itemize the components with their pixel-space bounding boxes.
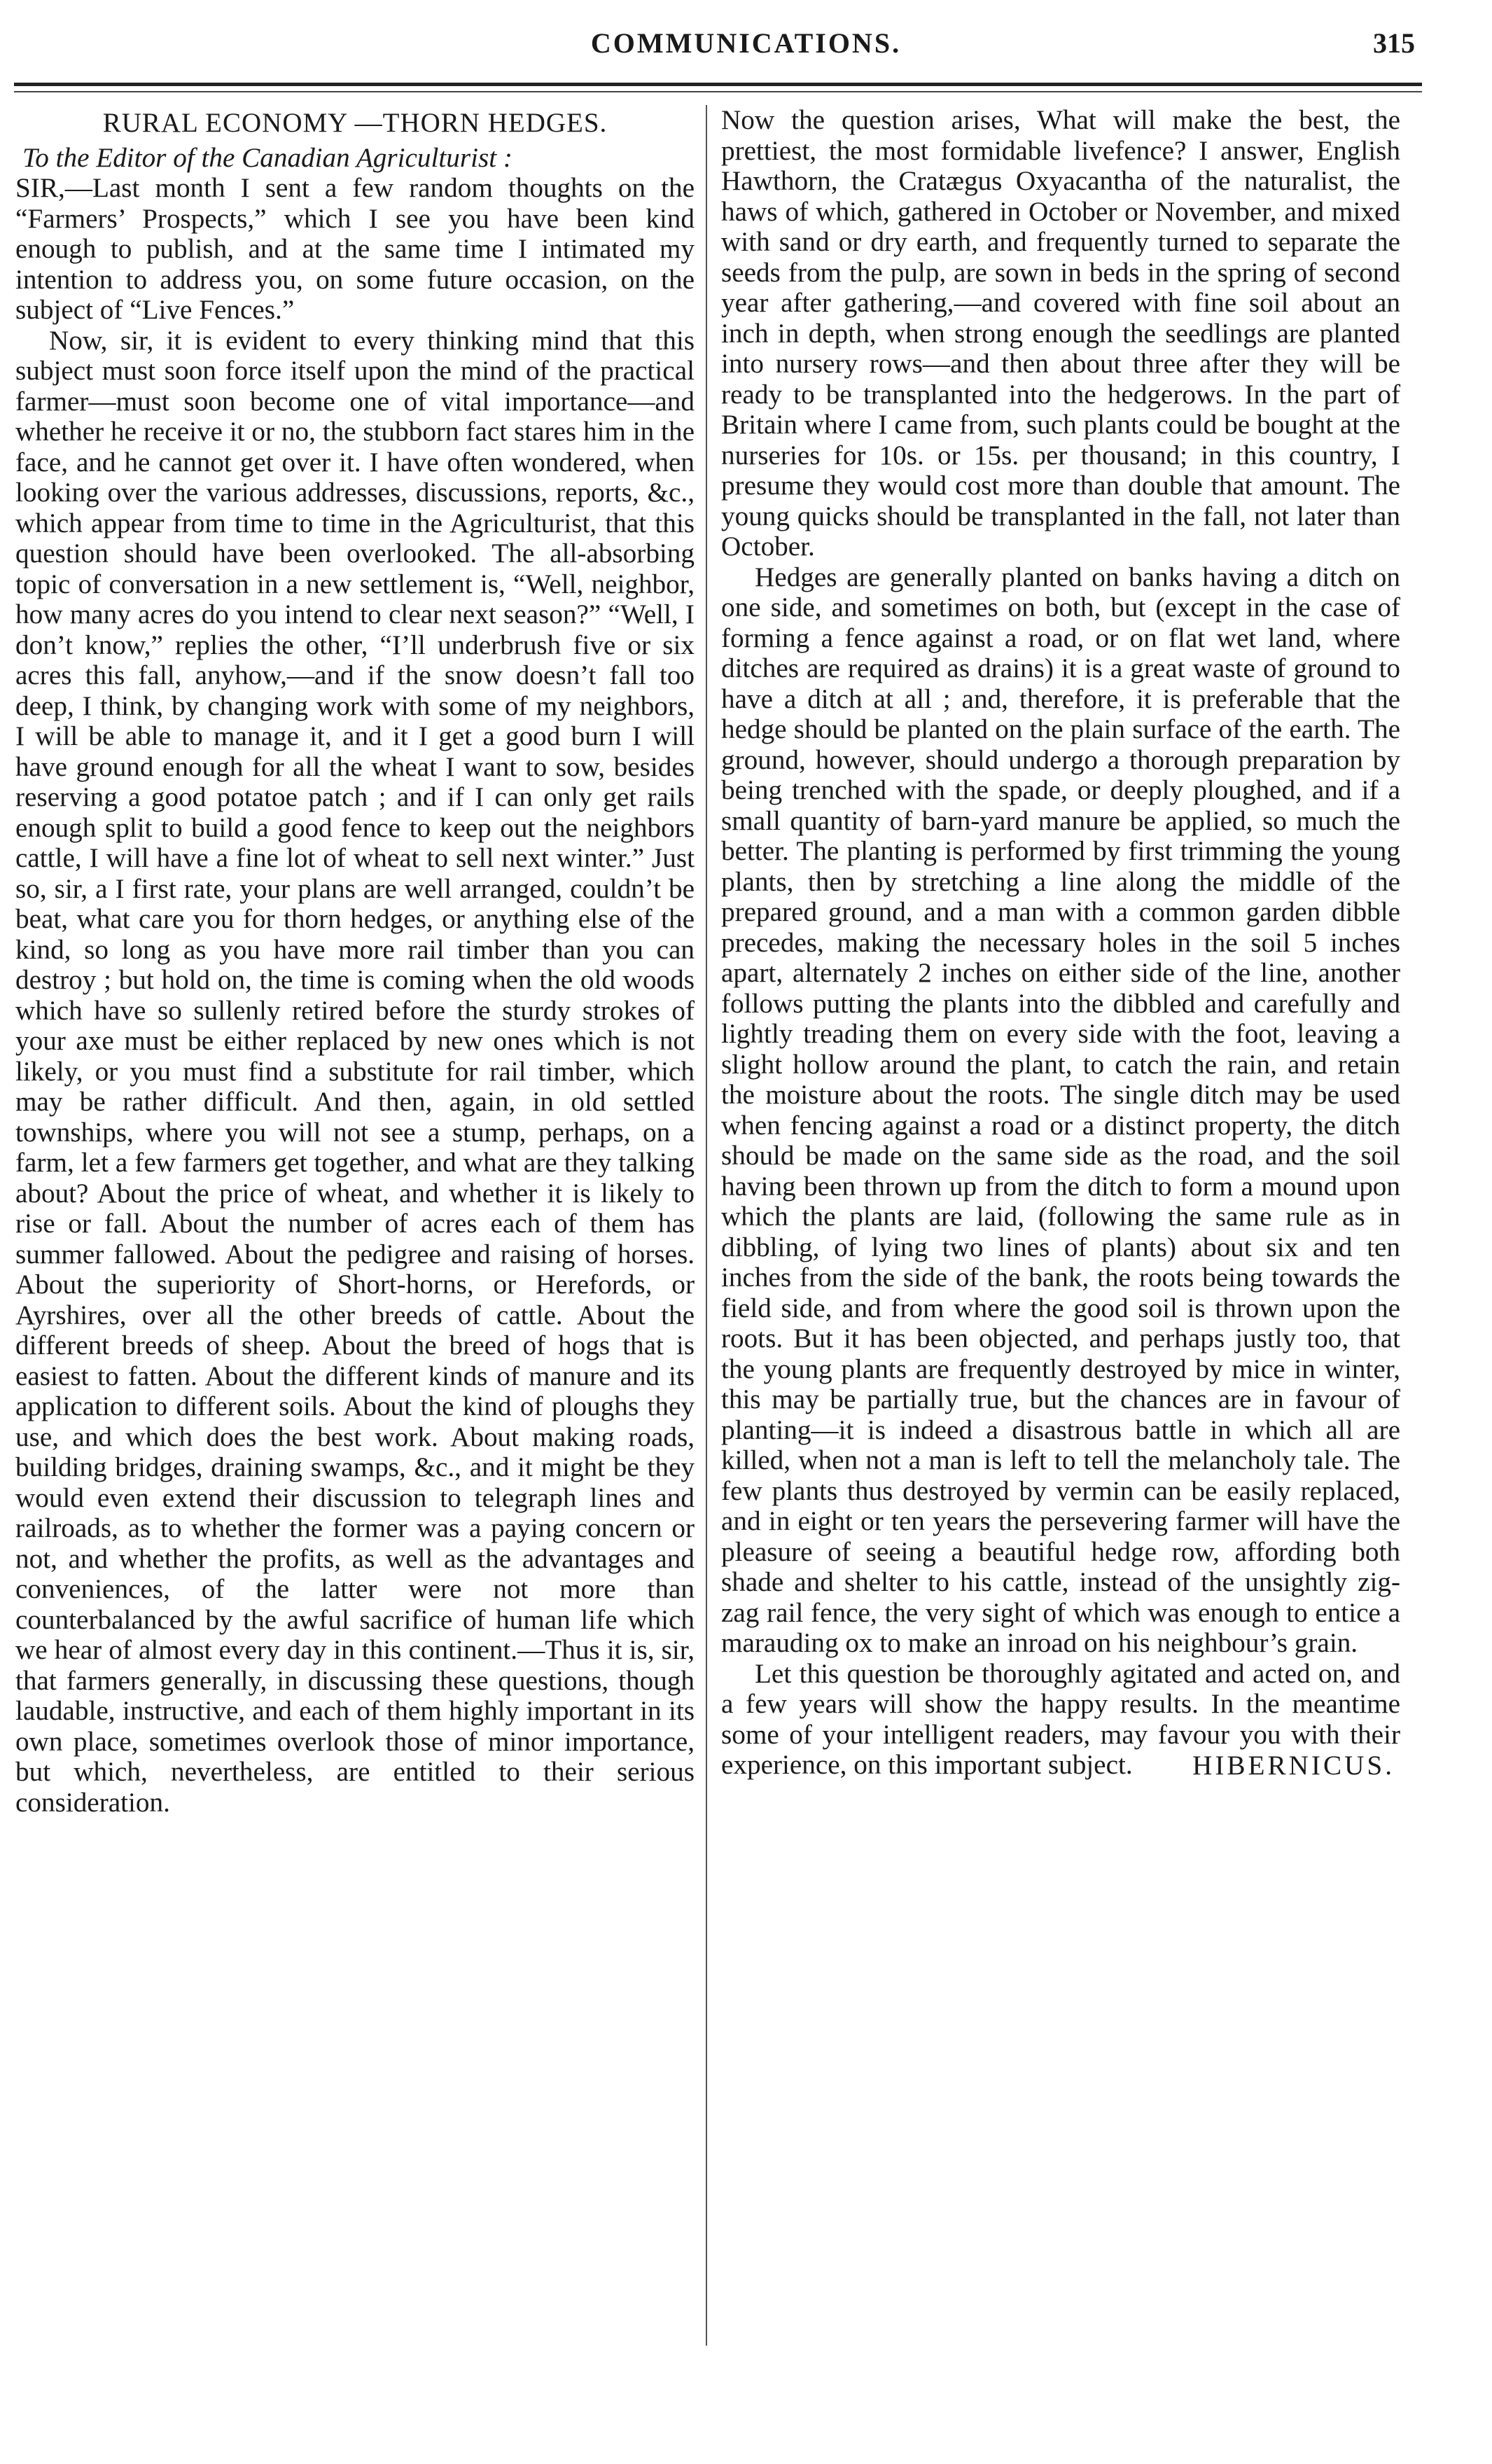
paragraph: Hedges are generally planted on banks having a ditch on one side, and sometimes on both, but (except in the case of forming a fence against a road, or on flat wet land, where ditches are required as drains) it is a great waste of ground to have a ditch at all ; and, therefore, it is preferable that the hedge should be planted on the plain surface of the earth. The ground, however, should undergo a thorough preparation by being trenched with the spade, or deeply ploughed, and if a small quantity of barn-yard manure be applied, so much the better. The planting is performed by first trimming the young plants, then by stretching a line along the middle of the prepared ground, and a man with a common garden dibble precedes, making the necessary holes in the soil 5 inches apart, alternately 2 inches on either side of the line, another follows putting the plants into the dibbled and carefully and lightly treading them on every side with the foot, leaving a slight hollow around the plant, to catch the rain, and retain the moisture about the roots. The single ditch may be used when fencing against a road or a distinct property, the ditch should be made on the same side as the road, and the soil having been thrown up from the ditch to form a mound upon which the plants are laid, (following the same rule as in dibbling, of lying two lines of plants) about six and ten inches from the side of the bank, the roots being towards the field side, and from where the good soil is thrown upon the roots. But it has been objected, and perhaps justly too, that the young plants are frequently destroyed by mice in winter, this may be partially true, but the chances are in favour of planting—it is indeed a disastrous battle in which all are killed, when not a man is left to tell the melancholy tale. The few plants thus destroyed by vermin can be easily replaced, and in eight or ten years the persevering farmer will have the pleasure of seeing a beautiful hedge row, affording both shade and shelter to his cattle, instead of the unsightly zig-zag rail fence, the very sight of which was enough to entice a marauding ox to make an inroad on his neighbour’s grain.	[721, 562, 1400, 1658]
header-rule	[14, 83, 1422, 86]
running-head: COMMUNICATIONS.	[590, 27, 902, 59]
column-divider	[706, 105, 707, 2346]
paragraph: Now the question arises, What will make the best, the prettiest, the most formidable livefence? I answer, English Hawthorn, the Cratægus Oxyacantha of the naturalist, the haws of which, gathered in October or November, and mixed with sand or dry earth, and frequently turned to separate the seeds from the pulp, are sown in beds in the spring of second year after gathering,—and covered with fine soil about an inch in depth, when strong enough the seedlings are planted into nursery rows—and then about three after they will be ready to be transplanted into the hedgerows. In the part of Britain where I came from, such plants could be bought at the nurseries for 10s. or 15s. per thousand; in this country, I presume they would cost more than double that amount. The young quicks should be transplanted in the fall, not later than October.	[721, 105, 1400, 562]
paragraph: Let this question be thoroughly agitated and acted on, and a few years will show the happy results. In the meantime some of your intelligent readers, may favour you with their experience, on this important subject.	[721, 1658, 1400, 1780]
signature: HIBERNICUS.	[1192, 1750, 1395, 1781]
paragraph: SIR,—Last month I sent a few random thoughts on the “Farmers’ Prospects,” which I see you have been kind enough to publish, and at the same time I intimated my intention to address you, on some future occasion, on the subject of “Live Fences.”	[15, 173, 695, 325]
page-header	[0, 0, 1492, 77]
paragraph: Now, sir, it is evident to every thinking mind that this subject must soon force itself upon the mind of the practical farmer—must soon become one of vital importance—and whether he receive it or no, the stubborn fact stares him in the face, and he cannot get over it. I have often wondered, when looking over the various addresses, discussions, reports, &c., which appear from time to time in the Agriculturist, that this question should have been overlooked. The all-absorbing topic of conversation in a new settlement is, “Well, neighbor, how many acres do you intend to clear next season?” “Well, I don’t know,” replies the other, “I’ll underbrush five or six acres this fall, anyhow,—and if the snow doesn’t fall too deep, I think, by changing work with some of my neighbors, I will be able to manage it, and it I get a good burn I will have ground enough for all the wheat I want to sow, besides reserving a good potatoe patch ; and if I can only get rails enough split to build a good fence to keep out the neighbors cattle, I will have a fine lot of wheat to sell next winter.” Just so, sir, a I first rate, your plans are well arranged, couldn’t be beat, what care you for thorn hedges, or anything else of the kind, so long as you have more rail timber than you can destroy ; but hold on, the time is coming when the old woods which have so sullenly retired before the sturdy strokes of your axe must be either replaced by new ones which is not likely, or you must find a substitute for rail timber, which may be rather difficult. And then, again, in old settled townships, where you will not see a stump, perhaps, on a farm, let a few farmers get together, and what are they talking about? About the price of wheat, and whether it is likely to rise or fall. About the number of acres each of them has summer fallowed. About the pedigree and raising of horses. About the superiority of Short-horns, or Herefords, or Ayrshires, over all the other breeds of cattle. About the different breeds of sheep. About the breed of hogs that is easiest to fatten. About the different kinds of manure and its application to different soils. About the kind of ploughs they use, and which does the best work. About making roads, building bridges, draining swamps, &c., and it might be they would even extend their discussion to telegraph lines and railroads, as to whether the former was a paying concern or not, and whether the profits, as well as the advantages and conveniences, of the latter were not more than counterbalanced by the awful sacrifice of human life which we hear of almost every day in this continent.—Thus it is, sir, that farmers generally, in discussing these questions, though laudable, instructive, and each of them highly important in its own place, sometimes overlook those of minor importance, but which, nevertheless, are entitled to their serious consideration.	[15, 325, 695, 1818]
right-column	[721, 105, 1400, 1781]
header-rule-thin	[14, 91, 1422, 92]
salutation: To the Editor of the Canadian Agriculturist :	[22, 142, 513, 173]
left-column	[15, 105, 695, 1818]
page-number: 315	[1373, 27, 1415, 59]
article-title: RURAL ECONOMY —THORN HEDGES.	[102, 108, 608, 138]
